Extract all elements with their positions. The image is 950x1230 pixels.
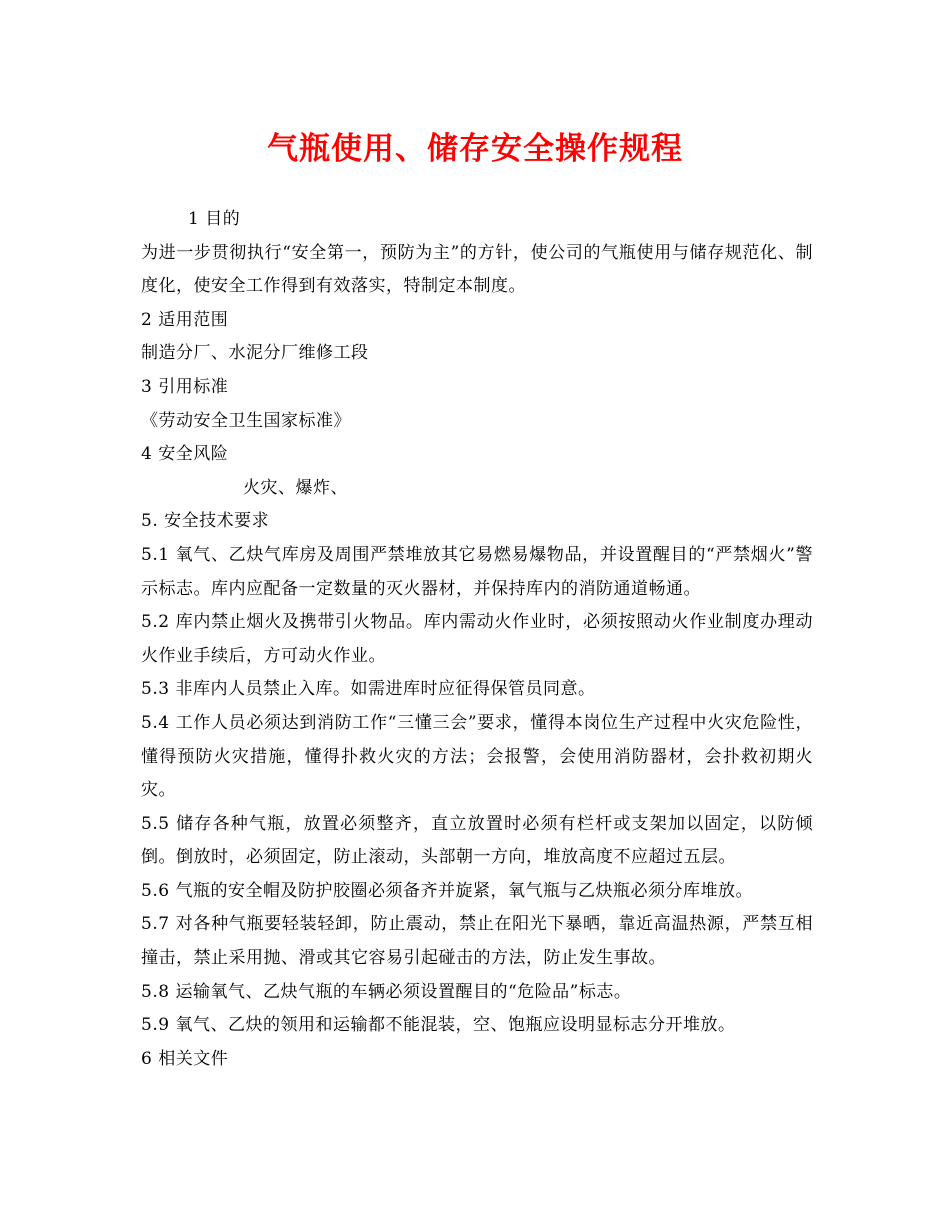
requirement-5-4: 5.4 工作人员必须达到消防工作“三懂三会”要求，懂得本岗位生产过程中火灾危险性，懂得预防火灾措施，懂得扑救火灾的方法；会报警，会使用消防器材，会扑救初期火灾。 [141, 712, 813, 801]
section-heading-purpose: 1 目的 [188, 209, 241, 229]
document-body [141, 203, 813, 1076]
section-heading-references: 3 引用标准 [141, 376, 229, 397]
requirement-5-9: 5.9 氧气、乙炔的领用和运输都不能混装，空、饱瓶应设明显标志分开堆放。 [141, 1015, 736, 1036]
section-heading-scope: 2 适用范围 [141, 309, 229, 330]
references-text: 《劳动安全卫生国家标准》 [141, 410, 351, 431]
requirement-5-2: 5.2 库内禁止烟火及携带引火物品。库内需动火作业时，必须按照动火作业制度办理动火作业手续后，方可动火作业。 [141, 612, 813, 666]
requirement-5-5: 5.5 储存各种气瓶，放置必须整齐，直立放置时必须有栏杆或支架加以固定，以防倾倒。倒放时，必须固定，防止滚动，头部朝一方向，堆放高度不应超过五层。 [141, 813, 813, 868]
purpose-text: 为进一步贯彻执行“安全第一，预防为主”的方针，使公司的气瓶使用与储存规范化、制度化，使安全工作得到有效落实，特制定本制度。 [141, 242, 813, 297]
section-heading-risks: 4 安全风险 [141, 444, 229, 465]
requirement-5-7: 5.7 对各种气瓶要轻装轻卸，防止震动，禁止在阳光下暴晒，靠近高温热源，严禁互相撞击，禁止采用抛、滑或其它容易引起碰击的方法，防止发生事故。 [141, 914, 813, 969]
requirement-5-6: 5.6 气瓶的安全帽及防护胶圈必须备齐并旋紧，氧气瓶与乙炔瓶必须分库堆放。 [141, 880, 753, 901]
requirement-5-1: 5.1 氧气、乙炔气库房及周围严禁堆放其它易燃易爆物品，并设置醒目的“严禁烟火”警示标志。库内应配备一定数量的灭火器材，并保持库内的消防通道畅通。 [141, 544, 813, 599]
scope-text: 制造分厂、水泥分厂维修工段 [141, 343, 369, 364]
section-heading-requirements: 5. 安全技术要求 [141, 511, 270, 532]
risks-text: 火灾、爆炸、 [243, 477, 348, 498]
document-title: 气瓶使用、储存安全操作规程 [267, 131, 683, 167]
requirement-5-3: 5.3 非库内人员禁止入库。如需进库时应征得保管员同意。 [141, 679, 596, 700]
requirement-5-8: 5.8 运输氧气、乙炔气瓶的车辆必须设置醒目的“危险品”标志。 [141, 981, 632, 1002]
section-heading-related-docs: 6 相关文件 [141, 1048, 229, 1069]
